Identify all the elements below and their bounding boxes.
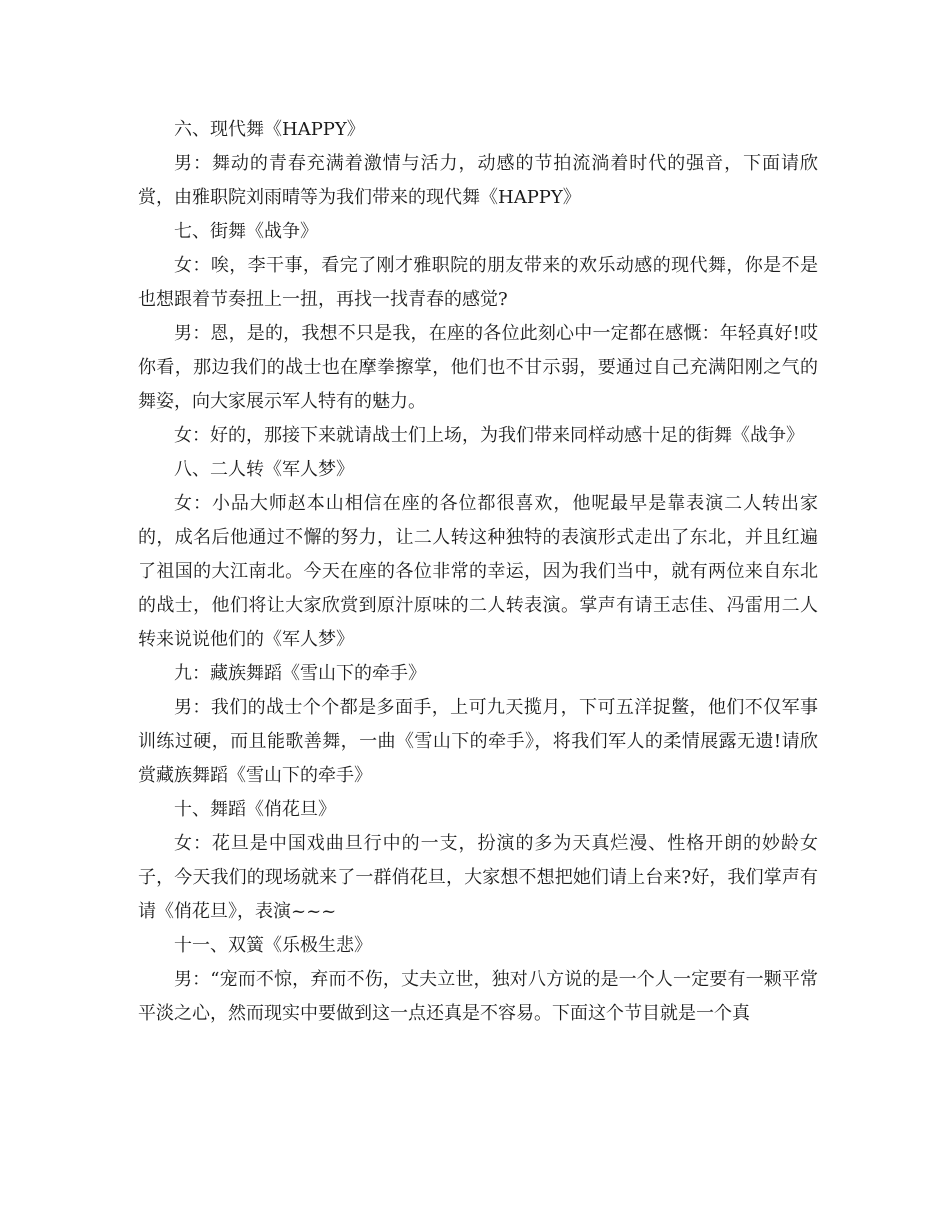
section-heading-10: 十、舞蹈《俏花旦》 [174,799,336,820]
paragraph: 女：好的，那接下来就请战士们上场，为我们带来同样动感十足的街舞《战争》 [174,425,804,446]
paragraph: 男：舞动的青春充满着激情与活力，动感的节拍流淌着时代的强音，下面请欣赏，由雅职院刘雨晴等为我们带来的现代舞《HAPPY》 [138,153,818,208]
paragraph: 男：我们的战士个个都是多面手，上可九天揽月，下可五洋捉鳖，他们不仅军事训练过硬，而且能歌善舞，一曲《雪山下的牵手》，将我们军人的柔情展露无遗!请欣赏藏族舞蹈《雪山下的牵手》 [138,697,818,786]
paragraph: 男：恩，是的，我想不只是我，在座的各位此刻心中一定都在感慨：年轻真好!哎你看，那边我们的战士也在摩拳擦掌，他们也不甘示弱，要通过自己充满阳刚之气的舞姿，向大家展示军人特有的魅力。 [138,323,818,412]
paragraph: 女：花旦是中国戏曲旦行中的一支，扮演的多为天真烂漫、性格开朗的妙龄女子，今天我们的现场就来了一群俏花旦，大家想不想把她们请上台来?好，我们掌声有请《俏花旦》，表演~~~ [138,833,818,922]
section-heading-6: 六、现代舞《HAPPY》 [174,119,365,140]
section-heading-7: 七、街舞《战争》 [174,221,318,242]
paragraph: 女：唉，李干事，看完了刚才雅职院的朋友带来的欢乐动感的现代舞，你是不是也想跟着节奏扭上一扭，再找一找青春的感觉? [138,255,818,310]
paragraph: 男：“宠而不惊，弃而不伤，丈夫立世，独对八方说的是一个人一定要有一颗平常平淡之心，然而现实中要做到这一点还真是不容易。下面这个节目就是一个真 [138,969,818,1024]
section-heading-11: 十一、双簧《乐极生悲》 [174,935,372,956]
section-heading-9: 九：藏族舞蹈《雪山下的牵手》 [174,663,426,684]
section-heading-8: 八、二人转《军人梦》 [174,459,354,480]
paragraph: 女：小品大师赵本山相信在座的各位都很喜欢，他呢最早是靠表演二人转出家的，成名后他通过不懈的努力，让二人转这种独特的表演形式走出了东北，并且红遍了祖国的大江南北。今天在座的各位非常的幸运，因为我们当中，就有两位来自东北的战士，他们将让大家欣赏到原汁原味的二人转表演。掌声有请王志佳、冯雷用二人转来说说他们的《军人梦》 [138,493,818,650]
document-body [138,113,818,1031]
